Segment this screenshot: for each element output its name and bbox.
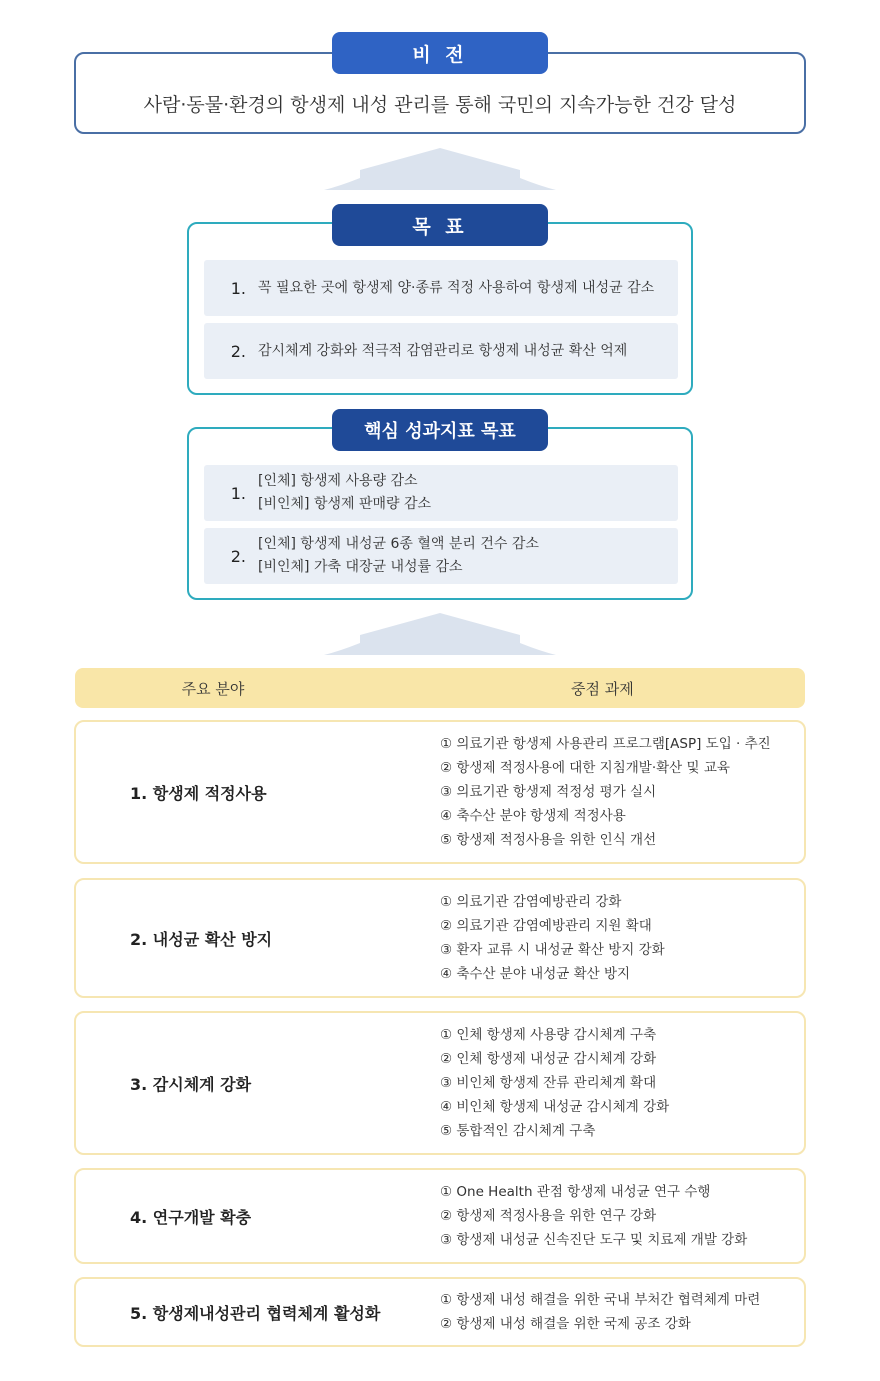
area-tasks — [440, 722, 771, 862]
goal-item-text: 꼭 필요한 곳에 항생제 양·종류 적정 사용하여 항생제 내성균 감소 — [258, 279, 655, 296]
area-tasks — [440, 1170, 747, 1262]
task-item: ② 의료기관 감염예방관리 지원 확대 — [440, 918, 652, 934]
task-item: ① 인체 항생제 사용량 감시체계 구축 — [440, 1027, 657, 1043]
vision-text: 사람·동물·환경의 항생제 내성 관리를 통해 국민의 지속가능한 건강 달성 — [143, 94, 737, 116]
kpi-item-line: [비인체] 항생제 판매량 감소 — [258, 496, 432, 512]
goal-item-number: 2. — [230, 341, 246, 361]
goal-item-text: 감시체계 강화와 적극적 감염관리로 항생제 내성균 확산 억제 — [258, 342, 628, 359]
area-tasks — [440, 880, 665, 996]
kpi-item-text — [258, 470, 431, 516]
area-row — [74, 720, 806, 864]
table-header — [75, 668, 805, 708]
task-item: ② 항생제 적정사용을 위한 연구 강화 — [440, 1208, 657, 1224]
kpi-item-number: 1. — [230, 483, 246, 503]
task-item: ① 항생제 내성 해결을 위한 국내 부처간 협력체계 마련 — [440, 1292, 761, 1308]
goal-item-number: 1. — [230, 278, 246, 298]
task-item: ① One Health 관점 항생제 내성균 연구 수행 — [440, 1184, 711, 1200]
kpi-item — [204, 528, 678, 584]
task-item: ② 인체 항생제 내성균 감시체계 강화 — [440, 1051, 657, 1067]
task-item: ③ 항생제 내성균 신속진단 도구 및 치료제 개발 강화 — [440, 1232, 748, 1248]
task-item: ① 의료기관 항생제 사용관리 프로그램[ASP] 도입 · 추진 — [440, 736, 771, 752]
area-tasks — [440, 1013, 669, 1153]
area-title: 5. 항생제내성관리 협력체계 활성화 — [130, 1303, 381, 1323]
area-tasks — [440, 1279, 760, 1345]
kpi-item-line: [인체] 항생제 내성균 6종 혈액 분리 건수 감소 — [258, 536, 539, 552]
task-item: ⑤ 통합적인 감시체계 구축 — [440, 1123, 596, 1139]
goal-label: 목 표 — [332, 204, 548, 246]
task-item: ④ 축수산 분야 내성균 확산 방지 — [440, 966, 631, 982]
up-arrow-icon — [0, 146, 880, 192]
up-arrow-icon — [0, 611, 880, 657]
kpi-item-text — [258, 533, 539, 579]
column-header-tasks: 중점 과제 — [571, 679, 634, 698]
task-item: ③ 환자 교류 시 내성균 확산 방지 강화 — [440, 942, 665, 958]
task-item: ② 항생제 내성 해결을 위한 국제 공조 강화 — [440, 1316, 691, 1332]
kpi-item-line: [비인체] 가축 대장균 내성률 감소 — [258, 559, 463, 575]
task-item: ② 항생제 적정사용에 대한 지침개발·확산 및 교육 — [440, 760, 730, 776]
area-row — [74, 1277, 806, 1347]
area-title: 4. 연구개발 확충 — [130, 1207, 252, 1227]
column-header-area: 주요 분야 — [181, 679, 245, 698]
kpi-item — [204, 465, 678, 521]
kpi-label: 핵심 성과지표 목표 — [332, 409, 548, 451]
task-item: ④ 축수산 분야 항생제 적정사용 — [440, 808, 626, 824]
task-item: ③ 의료기관 항생제 적정성 평가 실시 — [440, 784, 657, 800]
goal-item — [204, 260, 678, 316]
area-title: 1. 항생제 적정사용 — [130, 783, 267, 803]
area-row — [74, 1011, 806, 1155]
area-row — [74, 878, 806, 998]
task-item: ① 의료기관 감염예방관리 강화 — [440, 894, 622, 910]
task-item: ⑤ 항생제 적정사용을 위한 인식 개선 — [440, 832, 657, 848]
vision-label: 비 전 — [332, 32, 548, 74]
area-row — [74, 1168, 806, 1264]
goal-item — [204, 323, 678, 379]
task-item: ③ 비인체 항생제 잔류 관리체계 확대 — [440, 1075, 657, 1091]
area-title: 3. 감시체계 강화 — [130, 1074, 252, 1094]
task-item: ④ 비인체 항생제 내성균 감시체계 강화 — [440, 1099, 670, 1115]
area-title: 2. 내성균 확산 방지 — [130, 929, 273, 949]
kpi-item-number: 2. — [230, 546, 246, 566]
kpi-item-line: [인체] 항생제 사용량 감소 — [258, 473, 418, 489]
